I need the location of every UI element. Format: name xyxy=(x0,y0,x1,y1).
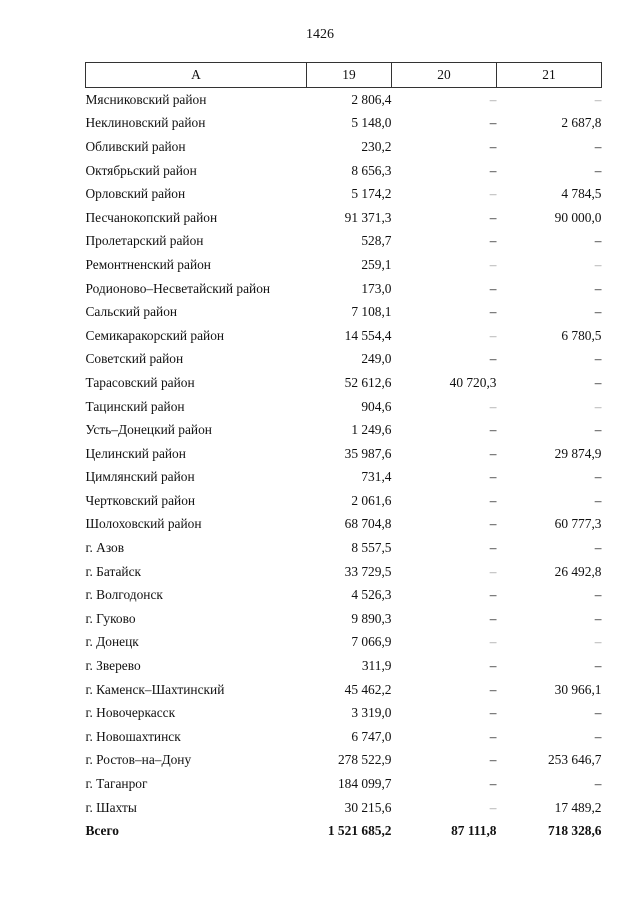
value-col-20: – xyxy=(489,610,497,626)
row-name: Шолоховский район xyxy=(85,516,202,532)
row-name: г. Азов xyxy=(85,540,125,556)
value-col-20: – xyxy=(489,351,497,367)
value-col-21: 17 489,2 xyxy=(554,799,602,815)
table-row xyxy=(86,654,602,678)
row-name: г. Новочеркасск xyxy=(85,705,176,721)
row-name: Ремонтненский район xyxy=(85,256,211,272)
row-name: Советский район xyxy=(85,351,184,367)
table-row xyxy=(86,324,602,348)
row-name: Неклиновский район xyxy=(85,115,206,131)
total-label: Всего xyxy=(85,823,119,839)
value-col-20: – xyxy=(489,327,497,343)
value-col-20: – xyxy=(489,445,497,461)
table-row xyxy=(86,560,602,584)
row-name: Пролетарский район xyxy=(85,233,204,249)
value-col-19: 8 656,3 xyxy=(351,162,392,178)
value-col-20: – xyxy=(489,563,497,579)
value-col-20: – xyxy=(489,256,497,272)
value-col-19: 230,2 xyxy=(361,138,392,154)
value-col-19: 259,1 xyxy=(361,256,392,272)
value-col-19: 3 319,0 xyxy=(351,705,392,721)
table-header xyxy=(86,63,602,88)
value-col-20: – xyxy=(489,209,497,225)
budget-table xyxy=(85,62,602,843)
value-col-21: – xyxy=(594,351,602,367)
row-name: Песчанокопский район xyxy=(85,209,218,225)
value-col-20: – xyxy=(489,728,497,744)
value-col-21: 4 784,5 xyxy=(561,186,602,202)
value-col-19: 173,0 xyxy=(361,280,392,296)
value-col-21: – xyxy=(594,776,602,792)
row-name: г. Гуково xyxy=(85,610,136,626)
value-col-20: – xyxy=(489,799,497,815)
row-name: г. Волгодонск xyxy=(85,587,163,603)
value-col-20: – xyxy=(489,138,497,154)
table-row xyxy=(86,112,602,136)
table-row xyxy=(86,678,602,702)
row-name: г. Зверево xyxy=(85,658,141,674)
value-col-19: 35 987,6 xyxy=(344,445,392,461)
value-col-21: – xyxy=(594,422,602,438)
value-col-21: – xyxy=(594,728,602,744)
row-name: Мясниковский район xyxy=(85,91,207,107)
total-col-21: 718 328,6 xyxy=(547,823,602,839)
value-col-21: 6 780,5 xyxy=(561,327,602,343)
row-name: Усть–Донецкий район xyxy=(85,422,212,438)
value-col-19: 278 522,9 xyxy=(337,752,392,768)
table-row xyxy=(86,206,602,230)
table-row xyxy=(86,371,602,395)
value-col-19: 1 249,6 xyxy=(351,422,392,438)
header-col-a: А xyxy=(86,63,307,88)
header-col-21: 21 xyxy=(497,63,602,88)
value-col-21: – xyxy=(594,280,602,296)
value-col-20: – xyxy=(489,681,497,697)
value-col-21: 29 874,9 xyxy=(554,445,602,461)
value-col-21: – xyxy=(594,705,602,721)
value-col-21: – xyxy=(594,587,602,603)
table-row xyxy=(86,466,602,490)
row-name: Обливский район xyxy=(85,138,186,154)
row-name: Тацинский район xyxy=(85,398,185,414)
value-col-20: – xyxy=(489,469,497,485)
value-col-21: – xyxy=(594,658,602,674)
table-row xyxy=(86,135,602,159)
value-col-19: 33 729,5 xyxy=(344,563,392,579)
value-col-20: – xyxy=(489,280,497,296)
value-col-21: – xyxy=(594,162,602,178)
value-col-21: 26 492,8 xyxy=(554,563,602,579)
value-col-20: – xyxy=(489,540,497,556)
table-row xyxy=(86,277,602,301)
value-col-20: – xyxy=(489,398,497,414)
value-col-20: – xyxy=(489,186,497,202)
row-name: Орловский район xyxy=(85,186,186,202)
value-col-19: 2 806,4 xyxy=(351,91,392,107)
table-row xyxy=(86,395,602,419)
value-col-20: – xyxy=(489,115,497,131)
total-row xyxy=(86,819,602,843)
value-col-21: – xyxy=(594,374,602,390)
row-name: г. Таганрог xyxy=(85,776,148,792)
row-name: Тарасовский район xyxy=(85,374,195,390)
value-col-20: – xyxy=(489,516,497,532)
row-name: г. Батайск xyxy=(85,563,142,579)
value-col-21: 60 777,3 xyxy=(554,516,602,532)
value-col-21: – xyxy=(594,540,602,556)
value-col-19: 249,0 xyxy=(361,351,392,367)
value-col-20: 40 720,3 xyxy=(449,374,497,390)
value-col-21: – xyxy=(594,138,602,154)
value-col-20: – xyxy=(489,752,497,768)
table-row xyxy=(86,772,602,796)
table-row xyxy=(86,536,602,560)
row-name: Родионово–Несветайский район xyxy=(85,280,271,296)
table-row xyxy=(86,442,602,466)
table-row xyxy=(86,749,602,773)
header-col-19: 19 xyxy=(307,63,392,88)
value-col-19: 5 174,2 xyxy=(351,186,392,202)
value-col-19: 528,7 xyxy=(361,233,392,249)
table-row xyxy=(86,725,602,749)
value-col-20: – xyxy=(489,705,497,721)
table-row xyxy=(86,348,602,372)
value-col-19: 184 099,7 xyxy=(337,776,392,792)
table-row xyxy=(86,489,602,513)
value-col-21: – xyxy=(594,233,602,249)
row-name: г. Ростов–на–Дону xyxy=(85,752,192,768)
value-col-19: 9 890,3 xyxy=(351,610,392,626)
value-col-21: 2 687,8 xyxy=(561,115,602,131)
table-row xyxy=(86,583,602,607)
table-row xyxy=(86,230,602,254)
table-row xyxy=(86,701,602,725)
total-col-19: 1 521 685,2 xyxy=(327,823,392,839)
value-col-20: – xyxy=(489,304,497,320)
row-name: Целинский район xyxy=(85,445,186,461)
header-col-20: 20 xyxy=(392,63,497,88)
row-name: Октябрьский район xyxy=(85,162,197,178)
table-row xyxy=(86,182,602,206)
value-col-20: – xyxy=(489,658,497,674)
table-row xyxy=(86,88,602,112)
value-col-20: – xyxy=(489,233,497,249)
value-col-21: – xyxy=(594,492,602,508)
value-col-21: – xyxy=(594,256,602,272)
table-row xyxy=(86,253,602,277)
table-row xyxy=(86,513,602,537)
row-name: г. Новошахтинск xyxy=(85,728,181,744)
value-col-21: – xyxy=(594,469,602,485)
table-row xyxy=(86,796,602,820)
value-col-19: 2 061,6 xyxy=(351,492,392,508)
value-col-19: 68 704,8 xyxy=(344,516,392,532)
value-col-21: 90 000,0 xyxy=(554,209,602,225)
value-col-19: 4 526,3 xyxy=(351,587,392,603)
row-name: г. Каменск–Шахтинский xyxy=(85,681,225,697)
value-col-20: – xyxy=(489,587,497,603)
table-row xyxy=(86,300,602,324)
value-col-19: 7 108,1 xyxy=(351,304,392,320)
row-name: Цимлянский район xyxy=(85,469,195,485)
value-col-19: 45 462,2 xyxy=(344,681,392,697)
value-col-21: – xyxy=(594,304,602,320)
value-col-19: 7 066,9 xyxy=(351,634,392,650)
value-col-20: – xyxy=(489,91,497,107)
value-col-20: – xyxy=(489,492,497,508)
value-col-20: – xyxy=(489,422,497,438)
value-col-19: 731,4 xyxy=(361,469,392,485)
table-body xyxy=(86,88,602,844)
value-col-20: – xyxy=(489,162,497,178)
value-col-19: 311,9 xyxy=(361,658,392,674)
value-col-21: 253 646,7 xyxy=(547,752,602,768)
table-row xyxy=(86,607,602,631)
value-col-19: 8 557,5 xyxy=(351,540,392,556)
value-col-21: – xyxy=(594,610,602,626)
value-col-19: 6 747,0 xyxy=(351,728,392,744)
value-col-19: 14 554,4 xyxy=(344,327,392,343)
value-col-21: 30 966,1 xyxy=(554,681,602,697)
value-col-19: 904,6 xyxy=(361,398,392,414)
page-number: 1426 xyxy=(306,27,334,42)
row-name: г. Донецк xyxy=(85,634,139,650)
row-name: Семикаракорский район xyxy=(85,327,225,343)
row-name: Сальский район xyxy=(85,304,178,320)
value-col-19: 91 371,3 xyxy=(344,209,392,225)
table-row xyxy=(86,418,602,442)
value-col-19: 5 148,0 xyxy=(351,115,392,131)
value-col-21: – xyxy=(594,398,602,414)
value-col-19: 30 215,6 xyxy=(344,799,392,815)
value-col-21: – xyxy=(594,91,602,107)
row-name: Чертковский район xyxy=(85,492,196,508)
value-col-20: – xyxy=(489,634,497,650)
value-col-20: – xyxy=(489,776,497,792)
row-name: г. Шахты xyxy=(85,799,137,815)
value-col-19: 52 612,6 xyxy=(344,374,392,390)
table-row xyxy=(86,631,602,655)
total-col-20: 87 111,8 xyxy=(451,823,497,839)
table-row xyxy=(86,159,602,183)
value-col-21: – xyxy=(594,634,602,650)
